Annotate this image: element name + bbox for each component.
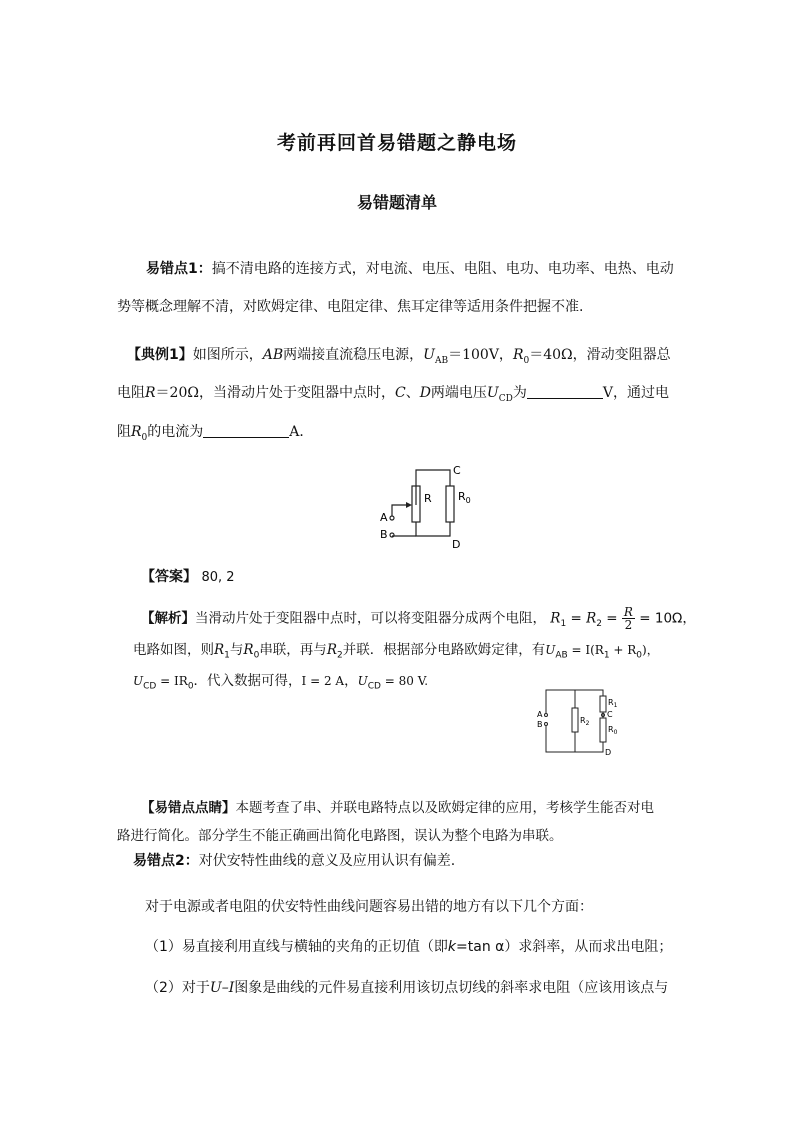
error-point-2-line	[133, 851, 455, 871]
example-1-text: 两端接直流稳压电源，	[283, 347, 424, 363]
analysis-text: 电路如图，则	[133, 642, 214, 658]
error-point-1-label: 易错点1：	[146, 261, 212, 277]
error-point-2-text: 对伏安特性曲线的意义及应用认识有偏差.	[198, 853, 456, 869]
formula-r2: R	[586, 610, 597, 627]
item-1-text: （1）易直接利用直线与横轴的夹角的正切值（即	[145, 939, 448, 955]
label-r1-sub: 1	[613, 702, 618, 709]
slider-arrow-icon	[406, 502, 412, 508]
example-1-text: A．	[289, 424, 314, 440]
note-line-1	[141, 798, 654, 818]
example-1-line-2	[117, 383, 669, 403]
label-b: B	[537, 720, 543, 729]
var-r: R	[512, 347, 524, 363]
formula-u: U	[545, 643, 556, 657]
var-r: R	[131, 424, 142, 440]
error-point-1-line-2: 势等概念理解不清，对欧姆定律、电阻定律、焦耳定律等适用条件把握不准.	[117, 299, 584, 315]
resistor-r0	[446, 486, 454, 522]
result-current: I = 2 A	[301, 674, 345, 688]
circuit-diagram-1	[360, 462, 480, 552]
resistor-r0	[600, 718, 606, 742]
analysis-text: 当滑动片处于变阻器中点时，可以将变阻器分成两个电阻，	[195, 610, 546, 627]
label-d: D	[452, 538, 461, 551]
var-k: k	[447, 939, 457, 955]
result-voltage-value: = 80 V.	[380, 674, 429, 688]
error-point-2-label: 易错点2：	[133, 853, 199, 869]
formula-sub: 2	[596, 619, 603, 630]
example-1-text: 阻	[117, 424, 131, 440]
fraction-denominator: 2	[624, 618, 633, 632]
label-r: R	[424, 492, 432, 505]
terminal-b	[545, 723, 548, 726]
label-a: A	[380, 511, 388, 524]
label-a: A	[537, 710, 543, 719]
analysis-label: 【解析】	[141, 610, 195, 627]
example-1-text: 电阻	[117, 385, 145, 401]
resistor-r2	[572, 708, 578, 732]
formula-sub: AB	[555, 650, 568, 661]
label-r0-main: R	[458, 490, 466, 503]
note-text: 本题考查了串、并联电路特点以及欧姆定律的应用，考核学生能否对电	[235, 800, 654, 816]
label-c: C	[453, 464, 461, 477]
var-u: U	[486, 385, 499, 401]
example-1-text: 如图所示，	[192, 347, 263, 363]
label-r0-sub: 0	[613, 729, 618, 736]
example-1-text: ＝20Ω，当滑动片处于变阻器中点时，	[155, 385, 395, 401]
formula-ir0: = IR	[156, 674, 188, 688]
terminal-a	[545, 714, 548, 717]
wire	[416, 522, 450, 536]
section-title: 易错题清单	[356, 193, 437, 212]
formula-r1: R	[550, 610, 561, 627]
page-title: 考前再回首易错题之静电场	[276, 132, 517, 154]
analysis-text: ．代入数据可得，	[193, 673, 302, 689]
example-1-text: 的电流为	[147, 424, 204, 440]
answer-line	[141, 567, 235, 588]
result-voltage: U	[357, 674, 368, 688]
analysis-line-3	[133, 671, 428, 691]
body-item-2	[145, 978, 668, 998]
fraction	[622, 606, 635, 631]
var-u-sub: CD	[498, 393, 513, 404]
formula-tail: + R	[609, 643, 637, 657]
error-point-1-line-1	[146, 259, 674, 279]
label-r2-main: R	[580, 716, 586, 725]
label-r1-main: R	[608, 698, 614, 707]
example-1-text: V，通过电	[602, 385, 669, 401]
analysis-line-2	[133, 640, 659, 660]
var-sub: 0	[253, 650, 260, 661]
formula-eq: =	[566, 610, 587, 627]
analysis-line-1	[141, 606, 696, 631]
formula-eq: =	[602, 610, 622, 627]
circuit-diagram-2	[533, 686, 623, 758]
var-d: D	[419, 385, 431, 401]
analysis-text: 串联，再与	[259, 642, 327, 658]
var-u: U	[423, 347, 435, 363]
var-r0: R	[243, 642, 254, 658]
note-line-2: 路进行简化。部分学生不能正确画出简化电路图，误认为整个电路为串联。	[117, 828, 563, 844]
error-point-1-text-1: 搞不清电路的连接方式，对电流、电压、电阻、电功、电功率、电热、电动	[211, 261, 674, 277]
label-r1	[608, 698, 618, 709]
example-1-text: 为	[512, 385, 527, 401]
var-ui: U–I	[209, 980, 235, 996]
note-label: 【易错点点睛】	[141, 800, 236, 816]
terminal-a	[390, 516, 394, 520]
var-r2: R	[326, 642, 337, 658]
resistor-r1	[600, 696, 606, 712]
formula-sub: 1	[560, 619, 567, 630]
var-r1: R	[214, 642, 225, 658]
var-r-sub: 0	[523, 355, 530, 366]
answer-blank-2	[203, 423, 289, 438]
wire	[416, 470, 450, 505]
label-c: C	[607, 710, 613, 719]
terminal-b	[390, 533, 394, 537]
var-c: C	[394, 385, 406, 401]
formula-tail: )，	[642, 643, 659, 657]
example-1-label: 【典例1】	[127, 347, 193, 363]
analysis-text: ，	[344, 673, 358, 689]
var-u-sub: AB	[434, 355, 449, 366]
label-r0-sub: 0	[465, 496, 471, 505]
item-2-text: （2）对于	[145, 980, 210, 996]
label-r0	[458, 490, 471, 505]
label-r2-sub: 2	[585, 720, 590, 727]
label-r0-main: R	[608, 725, 614, 734]
example-1-text: 、	[405, 385, 420, 401]
var-ab: AB	[262, 347, 284, 363]
label-r0	[608, 725, 618, 736]
answer-blank-1	[527, 384, 603, 399]
answer-value: 80, 2	[201, 570, 235, 585]
body-item-1	[145, 937, 672, 957]
analysis-text: 与	[229, 642, 244, 658]
item-1-text: =tan α）求斜率，从而求出电阻；	[456, 939, 673, 955]
formula-sub: CD	[143, 681, 157, 692]
answer-label: 【答案】	[141, 569, 197, 585]
example-1-text: 两端电压	[430, 385, 487, 401]
formula-sub: 0	[187, 681, 194, 692]
analysis-text: 并联．根据部分电路欧姆定律，有	[342, 642, 546, 658]
label-d: D	[605, 748, 612, 757]
var-sub: 1	[224, 650, 230, 661]
var-r: R	[145, 385, 156, 401]
body-intro: 对于电源或者电阻的伏安特性曲线问题容易出错的地方有以下几个方面：	[145, 899, 593, 915]
formula-sub: 0	[636, 650, 643, 661]
var-sub: 2	[336, 650, 343, 661]
formula-tail: = 10Ω，	[634, 610, 696, 627]
example-1-line-1	[127, 345, 671, 365]
label-r2	[580, 716, 590, 727]
fraction-numerator: R	[623, 605, 633, 619]
example-1-text: ＝40Ω，滑动变阻器总	[529, 347, 671, 363]
formula-tail: = I(R	[567, 643, 604, 657]
example-1-line-3	[117, 422, 313, 442]
item-2-text: 图象是曲线的元件易直接利用该切点切线的斜率求电阻（应该用该点与	[234, 980, 669, 996]
formula-sub: 1	[603, 650, 610, 661]
label-b: B	[380, 528, 388, 541]
example-1-text: ＝100V，	[448, 347, 513, 363]
formula-ucd: U	[133, 674, 144, 688]
var-r-sub: 0	[141, 432, 148, 443]
formula-sub: CD	[367, 681, 381, 692]
